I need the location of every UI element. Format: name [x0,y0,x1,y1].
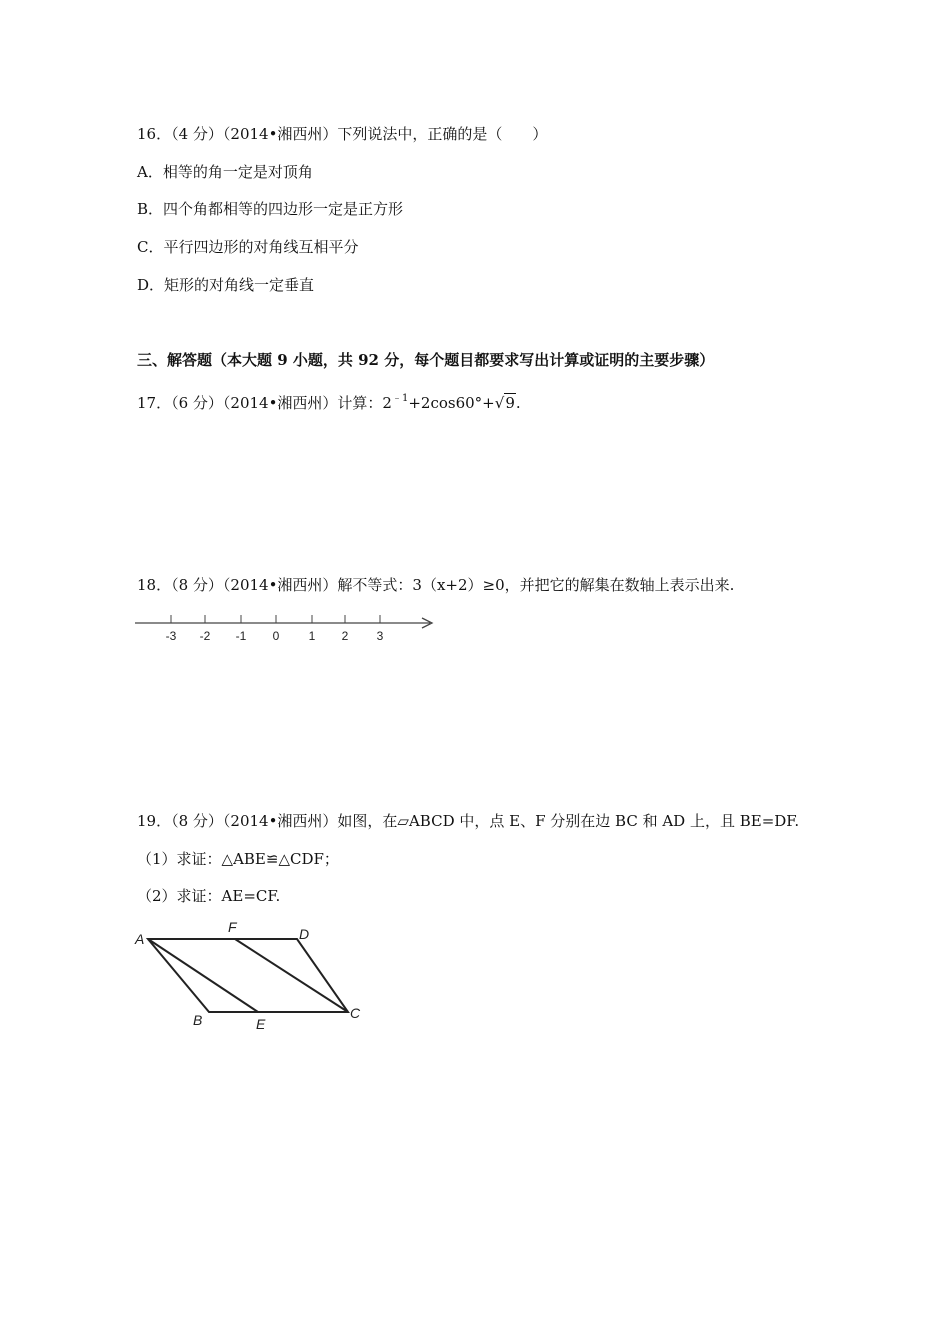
q16-header: 16．（4 分）（2014•湘西州）下列说法中，正确的是（ ） [137,125,548,143]
tick-label: 0 [272,629,280,643]
q17-exponent: ﹣1 [391,393,409,404]
q19-text: 19．（8 分）（2014•湘西州）如图，在▱ABCD 中，点 E、F 分别在边 BC 和 AD 上，且 BE=DF. [137,812,800,830]
parallelogram-abcd [148,939,348,1012]
label-a: A [135,931,145,947]
q17-prefix: 17．（6 分）（2014•湘西州）计算：2 [137,394,392,412]
q17-radicand: 9 [505,394,515,412]
q16-option-a: A．相等的角一定是对顶角 [137,163,313,181]
q16-option-d: D．矩形的对角线一定垂直 [137,276,315,294]
tick-label: 3 [376,629,384,643]
q18-text: 18．（8 分）（2014•湘西州）解不等式：3（x+2）≥0，并把它的解集在数轴上表示出来. [137,576,735,594]
label-d: D [299,926,310,942]
label-b: B [193,1012,203,1028]
radical-sign: √ [494,394,505,412]
tick-label: -1 [235,629,247,643]
tick-label: -2 [199,629,211,643]
number-line [130,608,440,648]
label-f: F [228,919,237,935]
parallelogram-figure [125,915,375,1040]
q19-part1: （1）求证：△ABE≌△CDF； [137,850,339,868]
q16-option-c: C．平行四边形的对角线互相平分 [137,238,359,256]
label-e: E [256,1016,266,1032]
tick-label: 1 [308,629,316,643]
sqrt-symbol [495,393,516,413]
q16-option-b: B．四个角都相等的四边形一定是正方形 [137,200,404,218]
q17-suffix: . [515,394,521,412]
segment-fc [235,939,348,1012]
q17-middle: +2cos60°+ [408,394,495,412]
section-title: 三、解答题（本大题 9 小题，共 92 分，每个题目都要求写出计算或证明的主要步骤） [137,351,715,369]
segment-ae [148,939,258,1012]
tick-label: 2 [341,629,349,643]
tick-label: -3 [165,629,177,643]
label-c: C [350,1005,361,1021]
q17-text [137,389,521,413]
q19-part2: （2）求证：AE=CF. [137,887,281,905]
